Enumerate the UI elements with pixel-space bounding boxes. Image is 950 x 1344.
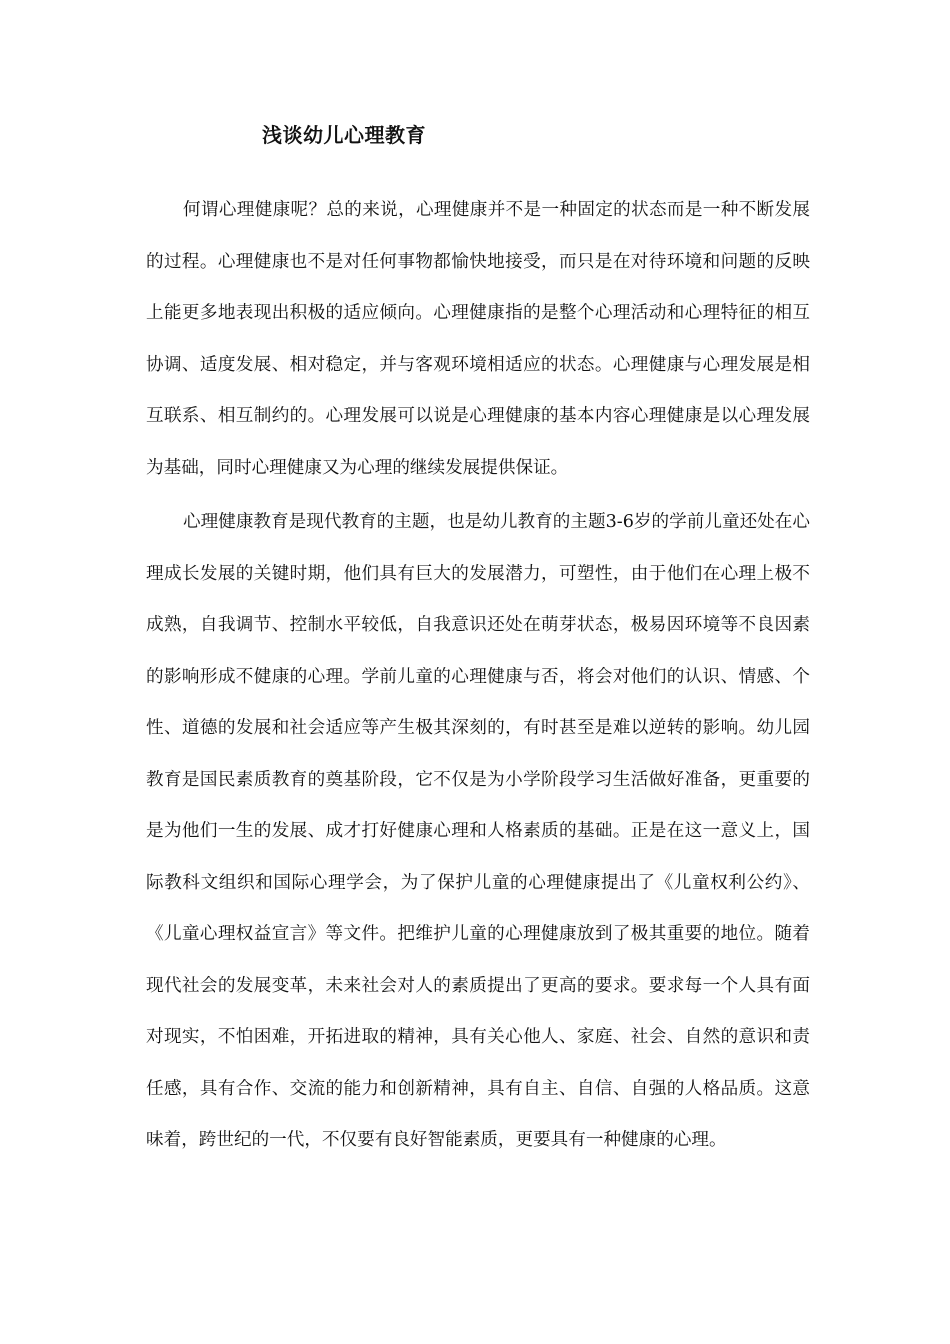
paragraph-2: 心理健康教育是现代教育的主题，也是幼儿教育的主题3-6岁的学前儿童还处在心理成长发展的关键时期，他们具有巨大的发展潜力，可塑性，由于他们在心理上极不成熟，自我调节、控制水平较低，自我意识还处在萌芽状态，极易因环境等不良因素的影响形成不健康的心理。学前儿童的心理健康与否，将会对他们的认识、情感、个性、道德的发展和社会适应等产生极其深刻的，有时甚至是难以逆转的影响。幼儿园教育是国民素质教育的奠基阶段，它不仅是为小学阶段学习生活做好准备，更重要的是为他们一生的发展、成才打好健康心理和人格素质的基础。正是在这一意义上，国际教科文组织和国际心理学会，为了保护儿童的心理健康提出了《儿童权利公约》、《儿童心理权益宣言》等文件。把维护儿童的心理健康放到了极其重要的地位。随着现代社会的发展变革，未来社会对人的素质提出了更高的要求。要求每一个人具有面对现实，不怕困难，开拓进取的精神，具有关心他人、家庭、社会、自然的意识和责任感，具有合作、交流的能力和创新精神，具有自主、自信、自强的人格品质。这意味着，跨世纪的一代，不仅要有良好智能素质，更要具有一种健康的心理。: [146, 512, 810, 1150]
paragraph-1: 何谓心理健康呢？总的来说，心理健康并不是一种固定的状态而是一种不断发展的过程。心理健康也不是对任何事物都愉快地接受，而只是在对待环境和问题的反映上能更多地表现出积极的适应倾向。心理健康指的是整个心理活动和心理特征的相互协调、适度发展、相对稳定，并与客观环境相适应的状态。心理健康与心理发展是相互联系、相互制约的。心理发展可以说是心理健康的基本内容心理健康是以心理发展为基础，同时心理健康又为心理的继续发展提供保证。: [146, 200, 810, 478]
document-title: 浅谈幼儿心理教育: [262, 123, 426, 147]
